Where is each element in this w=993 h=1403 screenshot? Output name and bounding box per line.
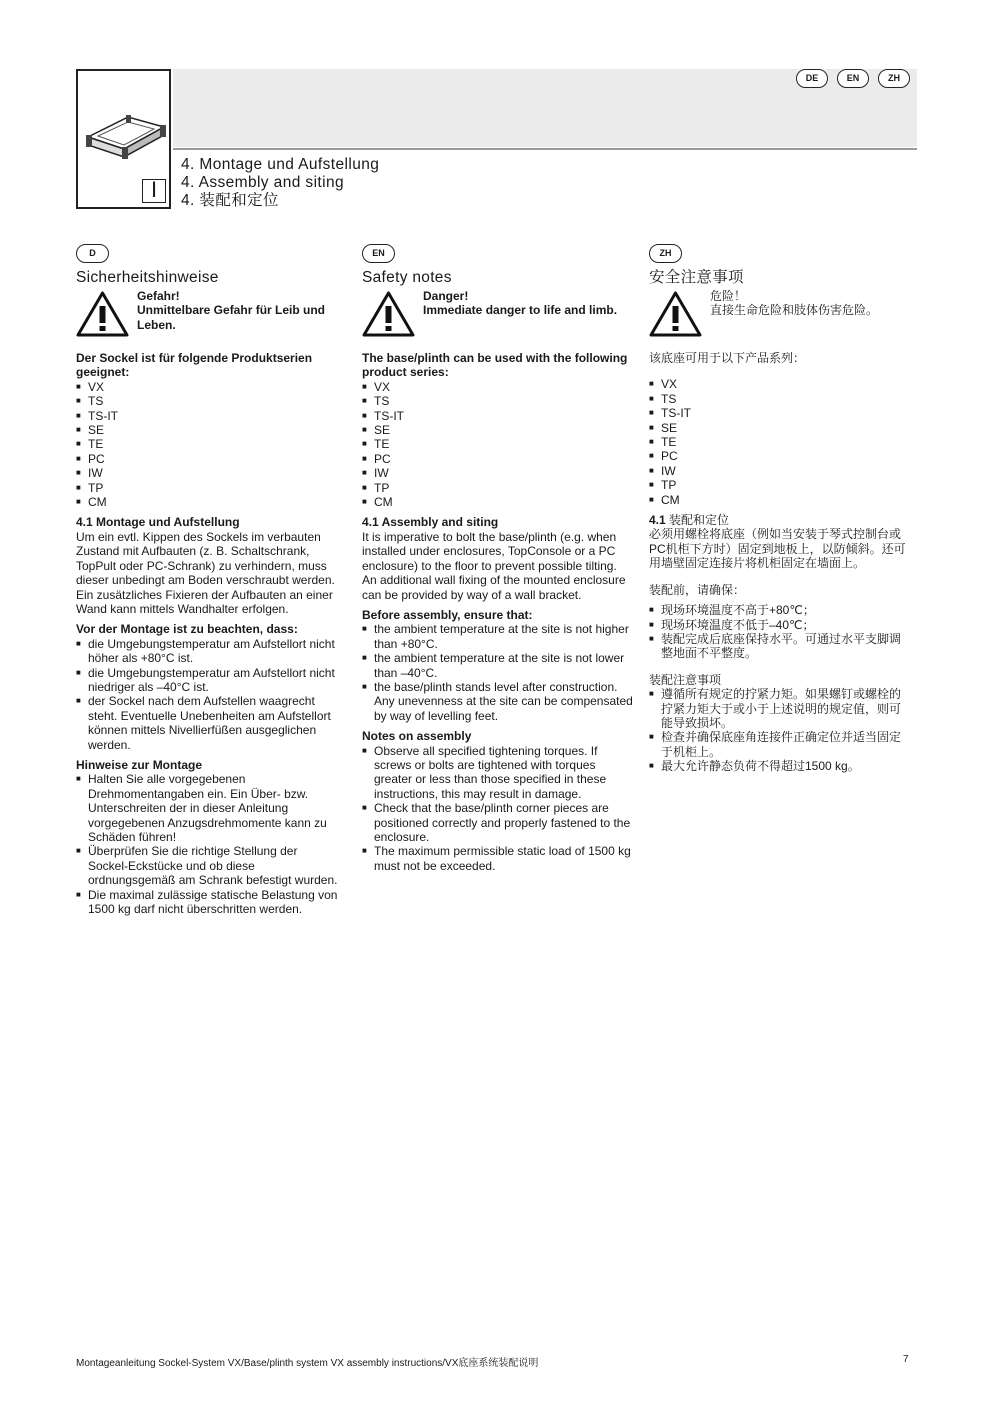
- list-item: ■ PC: [362, 452, 634, 466]
- danger-title-zh: 危险！: [710, 289, 747, 303]
- lang-badge-de: DE: [796, 69, 828, 88]
- column-zh: [649, 244, 911, 774]
- warning-triangle-icon: [76, 291, 129, 337]
- series-list-zh: [649, 377, 911, 507]
- column-badge-zh: ZH: [649, 244, 682, 263]
- list-item: ■ 装配完成后底座保持水平。可通过水平支脚调整地面不平整度。: [649, 632, 911, 661]
- list-item: ■ 检查并确保底座角连接件正确定位并适当固定于机柜上。: [649, 730, 911, 759]
- list-item: ■ VX: [76, 380, 340, 394]
- series-intro-zh: 该底座可用于以下产品系列：: [649, 351, 806, 365]
- section-title-en: 4.1 Assembly and siting: [362, 515, 499, 530]
- list-item: ■ TS: [76, 394, 340, 408]
- list-item: ■ IW: [649, 464, 911, 478]
- chapter-title-de: 4. Montage und Aufstellung: [181, 156, 380, 173]
- list-item: ■ CM: [76, 495, 340, 509]
- list-item: ■ TP: [76, 481, 340, 495]
- list-item: ■ TS-IT: [362, 409, 634, 423]
- danger-text-de: Unmittelbare Gefahr für Leib und Leben.: [137, 303, 326, 332]
- list-item: ■ SE: [649, 421, 911, 435]
- notes-list-de: [76, 772, 340, 916]
- list-item: ■ TE: [362, 437, 634, 451]
- column-badge-de: D: [76, 244, 109, 263]
- chapter-title-en: 4. Assembly and siting: [181, 174, 345, 191]
- list-item: ■ PC: [649, 449, 911, 463]
- list-item: ■ TS-IT: [76, 409, 340, 423]
- list-item: ■ die Umgebungstemperatur am Aufstellort nicht niedriger als –40°C ist.: [76, 666, 340, 695]
- section-letter-box: I: [142, 179, 166, 203]
- list-item: ■ CM: [362, 495, 634, 509]
- list-item: ■ CM: [649, 493, 911, 507]
- list-item: ■ TE: [649, 435, 911, 449]
- danger-warning-en: [362, 289, 634, 337]
- list-item: ■ the ambient temperature at the site is not lower than –40°C.: [362, 651, 634, 680]
- series-list-de: [76, 380, 340, 510]
- section-text-zh: 必须用螺栓将底座（例如当安装于琴式控制台或PC机柜下方时）固定到地板上，以防倾斜。还可用墙壁固定连接片将机柜固定在墙面上。: [649, 527, 906, 571]
- list-item: ■ Check that the base/plinth corner pieces are positioned correctly and properly fastened to the enclosure.: [362, 801, 634, 844]
- section-title-de: 4.1 Montage und Aufstellung: [76, 515, 240, 530]
- list-item: ■ der Sockel nach dem Aufstellen waagrecht steht. Eventuelle Unebenheiten am Aufstellort können mittels Nivellierfüßen ausgeglichen werden.: [76, 694, 340, 752]
- notes-list-en: [362, 744, 634, 874]
- list-item: ■ TS-IT: [649, 406, 911, 420]
- series-intro-de: Der Sockel ist für folgende Produktserien geeignet:: [76, 351, 313, 380]
- before-title-de: Vor der Montage ist zu beachten, dass:: [76, 622, 298, 637]
- danger-title-en: Danger!: [423, 289, 469, 303]
- before-list-en: [362, 622, 634, 723]
- notes-title-de: Hinweise zur Montage: [76, 757, 203, 772]
- list-item: ■ TS: [649, 392, 911, 406]
- section-number-zh: 4.1: [649, 513, 666, 528]
- list-item: ■ the ambient temperature at the site is not higher than +80°C.: [362, 622, 634, 651]
- section-text-de: Um ein evtl. Kippen des Sockels im verbauten Zustand mit Aufbauten (z. B. Schaltschrank, TopPult oder PC-Schrank) zu verhindern, muss dieser unbedingt am Boden verschraubt werden. Ein zusätzliches Fixieren der Aufbauten an einer Wand kann mittels Wandhalter erfolgen.: [76, 529, 335, 616]
- list-item: ■ Überprüfen Sie die richtige Stellung der Sockel-Eckstücke und ob diese ordnungsgemäß am Schrank befestigt wurden.: [76, 844, 340, 887]
- column-de: [76, 244, 340, 916]
- danger-text-en: Immediate danger to life and limb.: [423, 303, 618, 318]
- lang-badge-en: EN: [837, 69, 869, 88]
- list-item: ■ Halten Sie alle vorgegebenen Drehmomentangaben ein. Ein Über- bzw. Unterschreiten der in dieser Anleitung vorgegebenen Anzugsdrehmomente kann zu Schäden führen!: [76, 772, 340, 844]
- list-item: ■ TP: [362, 481, 634, 495]
- section-title-zh: [649, 513, 911, 527]
- section-thumbnail: [76, 69, 171, 209]
- list-item: ■ 现场环境温度不低于–40℃；: [649, 618, 911, 632]
- list-item: ■ 遵循所有规定的拧紧力矩。如果螺钉或螺栓的拧紧力矩大于或小于上述说明的规定值，则可能导致损坏。: [649, 687, 911, 730]
- list-item: ■ IW: [362, 466, 634, 480]
- list-item: ■ the base/plinth stands level after construction. Any unevenness at the site can be compensated by way of levelling feet.: [362, 680, 634, 723]
- series-list-en: [362, 380, 634, 510]
- list-item: ■ Die maximal zulässige statische Belastung von 1500 kg darf nicht überschritten werden.: [76, 888, 340, 917]
- list-item: ■ VX: [362, 380, 634, 394]
- column-en: [362, 244, 634, 873]
- page-footer: Montageanleitung Sockel-System VX/Base/plinth system VX assembly instructions/VX底座系统装配说明: [76, 1358, 539, 1369]
- lang-badge-zh: ZH: [878, 69, 910, 88]
- header-rule: [173, 148, 917, 150]
- safety-heading-de: Sicherheitshinweise: [76, 269, 219, 286]
- section-text-en: It is imperative to bolt the base/plinth (e.g. when installed under enclosures, TopConsole or a PC enclosure) to the floor to prevent possible tilting. An additional wall fixing of the mounted enclosure can be provided by way of a wall bracket.: [362, 529, 626, 602]
- danger-warning-zh: [649, 289, 911, 337]
- list-item: ■ 现场环境温度不高于+80℃；: [649, 603, 911, 617]
- series-intro-en: The base/plinth can be used with the following product series:: [362, 351, 628, 380]
- before-title-en: Before assembly, ensure that:: [362, 607, 533, 622]
- chapter-titles: [181, 156, 379, 210]
- list-item: ■ 最大允许静态负荷不得超过1500 kg。: [649, 759, 911, 773]
- notes-list-zh: [649, 687, 911, 773]
- before-list-de: [76, 637, 340, 752]
- danger-warning-de: [76, 289, 340, 337]
- notes-title-en: Notes on assembly: [362, 729, 472, 744]
- safety-heading-en: Safety notes: [362, 269, 452, 286]
- list-item: ■ Observe all specified tightening torques. If screws or bolts are tightened with torques greater or less than those specified in these instructions, this may result in damage.: [362, 744, 634, 802]
- list-item: ■ PC: [76, 452, 340, 466]
- page-number: 7: [903, 1354, 909, 1365]
- section-title-text-zh: 装配和定位: [669, 513, 730, 528]
- notes-title-zh: 装配注意事项: [649, 672, 722, 687]
- warning-triangle-icon: [362, 291, 415, 337]
- danger-text-zh: 直接生命危险和肢体伤害危险。: [710, 303, 879, 318]
- list-item: ■ TP: [649, 478, 911, 492]
- column-badge-en: EN: [362, 244, 395, 263]
- plinth-illustration-icon: [82, 101, 168, 161]
- language-tags: [796, 69, 910, 88]
- list-item: ■ The maximum permissible static load of 1500 kg must not be exceeded.: [362, 844, 634, 873]
- list-item: ■ die Umgebungstemperatur am Aufstellort nicht höher als +80°C ist.: [76, 637, 340, 666]
- before-title-zh: 装配前，请确保：: [649, 582, 746, 597]
- danger-title-de: Gefahr!: [137, 289, 180, 303]
- list-item: ■ SE: [362, 423, 634, 437]
- safety-heading-zh: 安全注意事项: [649, 269, 744, 286]
- list-item: ■ IW: [76, 466, 340, 480]
- before-list-zh: [649, 603, 911, 661]
- list-item: ■ TS: [362, 394, 634, 408]
- chapter-title-zh: 4. 装配和定位: [181, 192, 279, 209]
- warning-triangle-icon: [649, 291, 702, 337]
- list-item: ■ SE: [76, 423, 340, 437]
- list-item: ■ TE: [76, 437, 340, 451]
- list-item: ■ VX: [649, 377, 911, 391]
